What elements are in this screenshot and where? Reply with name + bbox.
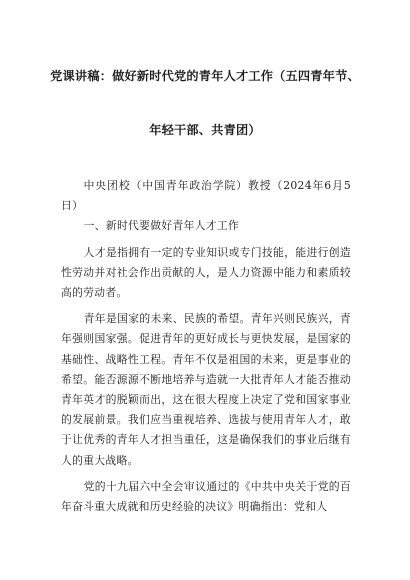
paragraph: 人才是指拥有一定的专业知识或专门技能，能进行创造性劳动并对社会作出贡献的人，是人力资源中能力和素质较高的劳动者。 [61,245,351,300]
document-title-line-2: 年轻干部、共青团） [149,123,261,137]
paragraph: 青年是国家的未来、民族的希望。青年兴则民族兴，青年强则国家强。促进青年的更好成长与更快发展，是国家的基础性、战略性工程。青年不仅是祖国的未来，更是事业的希望。能否源源不断地培养与造就一大批青年人才能否推动青年英才的脱颖而出，这在很大程度上决定了党和国家事业的发展前景。我们应当重视培养、选拔与使用青年人才，敢于让优秀的青年人才担当重任，这是确保我们的事业后继有人的重大战略。 [61,312,351,467]
section-heading: 一、新时代要做好青年人才工作 [83,219,240,233]
document-title-line-1: 党课讲稿：做好新时代党的青年人才工作（五四青年节、 [50,69,360,83]
author-line: 中央团校（中国青年政治学院）教授（2024年6月5日） [61,179,351,213]
paragraph: 党的十九届六中全会审议通过的《中共中央关于党的百年奋斗重大成就和历史经验的决议》明确指出：党和人 [61,479,351,514]
document-body [61,176,351,517]
